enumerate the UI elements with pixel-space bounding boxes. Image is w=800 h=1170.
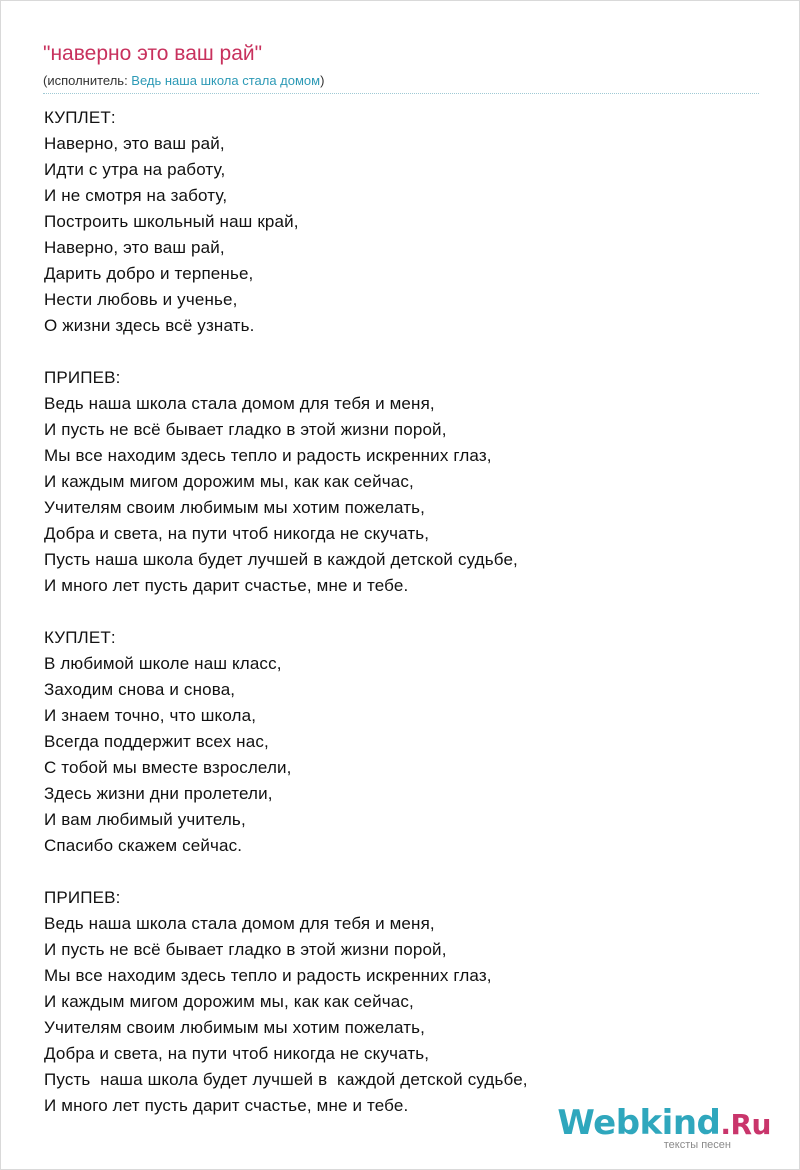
watermark-tld: .Ru: [720, 1108, 771, 1141]
stanza-heading: КУПЛЕТ:: [44, 628, 116, 647]
lyric-line: Пусть наша школа будет лучшей в каждой детской судьбе,: [44, 1070, 528, 1089]
lyrics-stanza: [44, 105, 744, 339]
lyric-line: Наверно, это ваш рай,: [44, 134, 225, 153]
lyric-line: Идти с утра на работу,: [44, 160, 226, 179]
lyric-line: Учителям своим любимым мы хотим пожелать,: [44, 498, 426, 517]
lyric-line: Заходим снова и снова,: [44, 680, 236, 699]
lyric-line: Дарить добро и терпенье,: [44, 264, 254, 283]
lyric-line: И не смотря на заботу,: [44, 186, 228, 205]
song-title: "наверно это ваш рай": [43, 42, 263, 65]
lyrics-stanza: [44, 885, 744, 1119]
lyrics-body: [44, 105, 744, 1145]
lyric-line: Ведь наша школа стала домом для тебя и меня,: [44, 914, 435, 933]
lyric-line: И много лет пусть дарит счастье, мне и тебе.: [44, 1096, 409, 1115]
webkind-watermark-logo: [557, 1103, 771, 1159]
lyric-line: Пусть наша школа будет лучшей в каждой детской судьбе,: [44, 550, 518, 569]
lyric-line: И много лет пусть дарит счастье, мне и тебе.: [44, 576, 409, 595]
header-divider: [43, 93, 759, 94]
performer-suffix: ): [320, 73, 325, 88]
lyric-line: Нести любовь и ученье,: [44, 290, 238, 309]
lyric-line: И пусть не всё бывает гладко в этой жизни порой,: [44, 420, 447, 439]
lyric-line: В любимой школе наш класс,: [44, 654, 282, 673]
stanza-heading: ПРИПЕВ:: [44, 888, 121, 907]
stanza-heading: КУПЛЕТ:: [44, 108, 116, 127]
lyric-line: Наверно, это ваш рай,: [44, 238, 225, 257]
lyric-line: О жизни здесь всё узнать.: [44, 316, 255, 335]
lyric-line: Спасибо скажем сейчас.: [44, 836, 243, 855]
lyric-line: Мы все находим здесь тепло и радость искренних глаз,: [44, 446, 492, 465]
lyric-line: С тобой мы вместе взрослели,: [44, 758, 292, 777]
lyric-line: Добра и света, на пути чтоб никогда не скучать,: [44, 524, 430, 543]
lyric-line: Мы все находим здесь тепло и радость искренних глаз,: [44, 966, 492, 985]
stanza-heading: ПРИПЕВ:: [44, 368, 121, 387]
lyric-line: Здесь жизни дни пролетели,: [44, 784, 273, 803]
lyric-line: Ведь наша школа стала домом для тебя и меня,: [44, 394, 435, 413]
lyric-line: Учителям своим любимым мы хотим пожелать,: [44, 1018, 426, 1037]
lyric-line: И каждым мигом дорожим мы, как как сейчас,: [44, 472, 414, 491]
lyric-line: Всегда поддержит всех нас,: [44, 732, 269, 751]
watermark-name: Webkind: [557, 1103, 721, 1143]
song-header: [43, 41, 759, 89]
lyric-line: И вам любимый учитель,: [44, 810, 246, 829]
performer-prefix: (исполнитель:: [43, 73, 132, 88]
lyric-line: И знаем точно, что школа,: [44, 706, 257, 725]
performer-link[interactable]: Ведь наша школа стала домом: [131, 73, 321, 88]
lyric-line: И каждым мигом дорожим мы, как как сейчас,: [44, 992, 414, 1011]
lyric-line: И пусть не всё бывает гладко в этой жизни порой,: [44, 940, 447, 959]
watermark-tagline: тексты песен: [663, 1139, 731, 1151]
lyrics-stanza: [44, 625, 744, 859]
lyrics-stanza: [44, 365, 744, 599]
lyric-line: Добра и света, на пути чтоб никогда не скучать,: [44, 1044, 430, 1063]
performer-line: [43, 72, 759, 89]
lyric-line: Построить школьный наш край,: [44, 212, 299, 231]
